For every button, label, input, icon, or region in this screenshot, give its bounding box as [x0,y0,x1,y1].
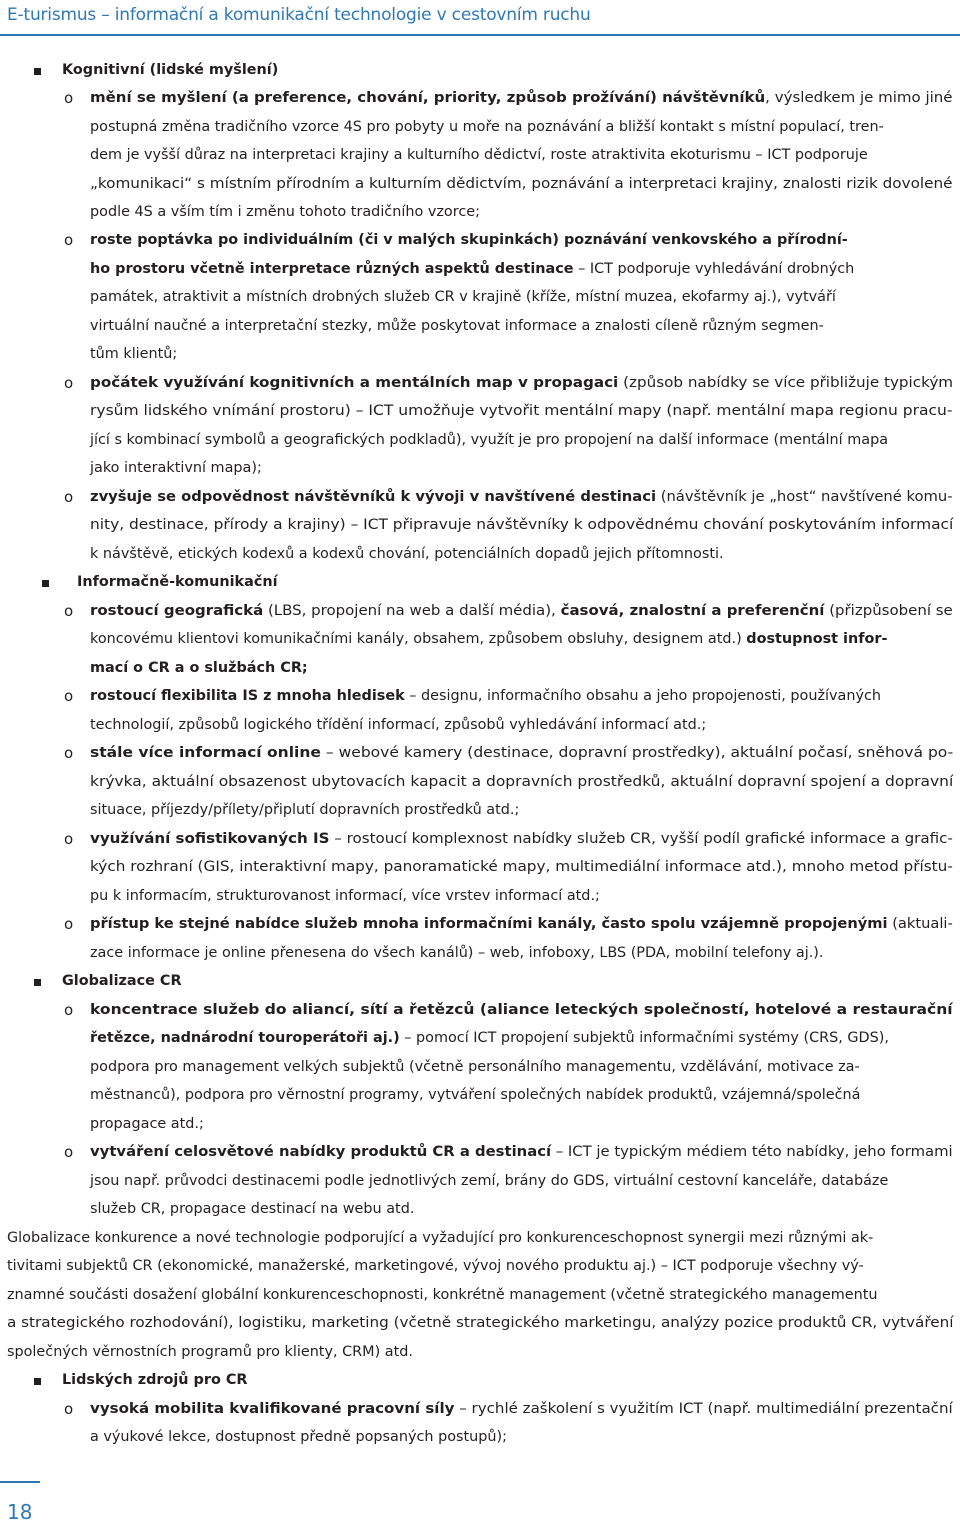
text-line: k návštěvě, etických kodexů a kodexů chování, potenciálních dopadů jejich přítomnosti. [90,546,724,562]
text-line: Kognitivní (lidské myšlení) [62,62,279,78]
text-line: rostoucí geografická (LBS, propojení na web a další média), časová, znalostní a preferenční (přizpůsobení se [90,603,953,619]
circle-bullet-icon: o [64,1400,74,1418]
square-bullet-icon [34,68,41,75]
text-line: mění se myšlení (a preference, chování, priority, způsob prožívání) návštěvníků, výsledkem je mimo jiné [90,90,953,106]
text-line: ho prostoru včetně interpretace různých aspektů destinace – ICT podporuje vyhledávání drobných [90,261,855,277]
text-line: rysům lidského vnímání prostoru) – ICT umožňuje vytvořit mentální mapy (např. mentální mapa regionu pracu- [90,403,953,419]
text-line: pu k informacím, strukturovanost informací, více vrstev informací atd.; [90,888,600,904]
text-line: technologií, způsobů logického třídění informací, způsobů vyhledávání informací atd.; [90,717,707,733]
circle-bullet-icon: o [64,830,74,848]
text-line: služeb CR, propagace destinací na webu atd. [90,1201,415,1217]
text-line: počátek využívání kognitivních a mentálních map v propagaci (způsob nabídky se více přibližuje typickým [90,375,954,391]
text-line: tivitami subjektů CR (ekonomické, manažerské, marketingové, vývoj nového produktu aj.) – ICT podporuje všechny vý- [7,1258,864,1274]
circle-bullet-icon: o [64,744,74,762]
text-line: mací o CR a o službách CR; [90,660,308,676]
text-line: tům klientů; [90,346,178,362]
text-line: Globalizace CR [62,973,182,989]
text-line: roste poptávka po individuálním (či v malých skupinkách) poznávání venkovského a přírodní- [90,232,848,248]
text-line: postupná změna tradičního vzorce 4S pro pobyty u moře na poznávání a bližší kontakt s místní populací, tren- [90,119,884,135]
text-line: zvyšuje se odpovědnost návštěvníků k vývoji v navštívené destinaci (návštěvník je „host“ navštívené komu- [90,489,953,505]
text-line: zace informace je online přenesena do všech kanálů) – web, infoboxy, LBS (PDA, mobilní telefony aj.). [90,945,824,961]
text-line: virtuální naučné a interpretační stezky, může poskytovat informace a znalosti cíleně různým segmen- [90,318,824,334]
text-line: krývka, aktuální obsazenost ubytovacích kapacit a dopravních prostředků, aktuální dopravní spojení a dopravní [90,774,954,790]
text-line: přístup ke stejné nabídce služeb mnoha informačními kanály, často spolu vzájemně propojenými (aktuali- [90,916,953,932]
page-number: 18 [7,1500,33,1524]
text-line: nity, destinace, přírody a krajiny) – ICT připravuje návštěvníky k odpovědnému chování poskytováním informací [90,517,954,533]
text-line: situace, příjezdy/přílety/připlutí dopravních prostředků atd.; [90,802,520,818]
footer-rule [0,1481,40,1483]
text-line: propagace atd.; [90,1116,204,1132]
text-line: městnanců), podpora pro věrnostní programy, vytváření společných nabídek produktů, vzájemná/společná [90,1087,861,1103]
text-line: znamné součásti dosažení globální konkurenceschopnosti, konkrétně management (včetně strategického managementu [7,1287,878,1303]
text-line: Lidských zdrojů pro CR [62,1372,248,1388]
circle-bullet-icon: o [64,687,74,705]
square-bullet-icon [34,1378,41,1385]
circle-bullet-icon: o [64,1143,74,1161]
text-line: jící s kombinací symbolů a geografických podkladů), využít je pro propojení na další informace (mentální mapa [90,432,889,448]
text-line: památek, atraktivit a místních drobných služeb CR v krajině (kříže, místní muzea, ekofarmy aj.), vytváří [90,289,836,305]
text-line: „komunikaci“ s místním přírodním a kulturním dědictvím, poznávání a interpretaci krajiny, znalosti rizik dovolené [90,176,953,192]
square-bullet-icon [42,580,49,587]
text-line: využívání sofistikovaných IS – rostoucí komplexnost nabídky služeb CR, vyšší podíl grafické informace a grafic- [90,831,953,847]
text-line: podle 4S a vším tím i změnu tohoto tradičního vzorce; [90,204,480,220]
circle-bullet-icon: o [64,602,74,620]
text-line: podpora pro management velkých subjektů (včetně personálního managementu, vzdělávání, motivace za- [90,1059,860,1075]
circle-bullet-icon: o [64,231,74,249]
text-line: rostoucí flexibilita IS z mnoha hledisek – designu, informačního obsahu a jeho propojenosti, používaných [90,688,882,704]
text-line: Globalizace konkurence a nové technologie podporující a vyžadující pro konkurenceschopnost synergii mezi různými ak- [7,1230,874,1246]
text-line: společných věrnostních programů pro klienty, CRM) atd. [7,1344,413,1360]
circle-bullet-icon: o [64,89,74,107]
square-bullet-icon [34,979,41,986]
text-line: dem je vyšší důraz na interpretaci krajiny a kulturního dědictví, roste atraktivita ekoturismu – ICT podporuje [90,147,868,163]
text-line: koncentrace služeb do aliancí, sítí a řetězců (aliance leteckých společností, hotelové a restaurační [90,1002,953,1018]
running-header-title: E-turismus – informační a komunikační technologie v cestovním ruchu [7,5,591,25]
text-line: a strategického rozhodování), logistiku, marketing (včetně strategického marketingu, analýzy pozice produktů CR, vytváření [7,1315,954,1331]
text-line: kých rozhraní (GIS, interaktivní mapy, panoramatické mapy, multimediální informace atd.), mnoho metod přístu- [90,859,953,875]
text-line: Informačně-komunikační [77,574,278,590]
text-line: jako interaktivní mapa); [90,460,262,476]
text-line: stále více informací online – webové kamery (destinace, dopravní prostředky), aktuální počasí, sněhová po- [90,745,954,761]
text-line: a výukové lekce, dostupnost předně popsaných postupů); [90,1429,508,1445]
text-line: vytváření celosvětové nabídky produktů CR a destinací – ICT je typickým médiem této nabídky, jeho formami [90,1144,953,1160]
circle-bullet-icon: o [64,374,74,392]
circle-bullet-icon: o [64,1001,74,1019]
text-line: koncovému klientovi komunikačními kanály, obsahem, způsobem obsluhy, designem atd.) dostupnost infor- [90,631,888,647]
text-line: jsou např. průvodci destinacemi podle jednotlivých zemí, brány do GDS, virtuální cestovní kanceláře, databáze [90,1173,889,1189]
text-line: vysoká mobilita kvalifikované pracovní síly – rychlé zaškolení s využitím ICT (např. multimediální prezentační [90,1401,953,1417]
text-line: řetězce, nadnárodní touroperátoři aj.) – pomocí ICT propojení subjektů informačními systémy (CRS, GDS), [90,1030,889,1046]
circle-bullet-icon: o [64,488,74,506]
circle-bullet-icon: o [64,915,74,933]
